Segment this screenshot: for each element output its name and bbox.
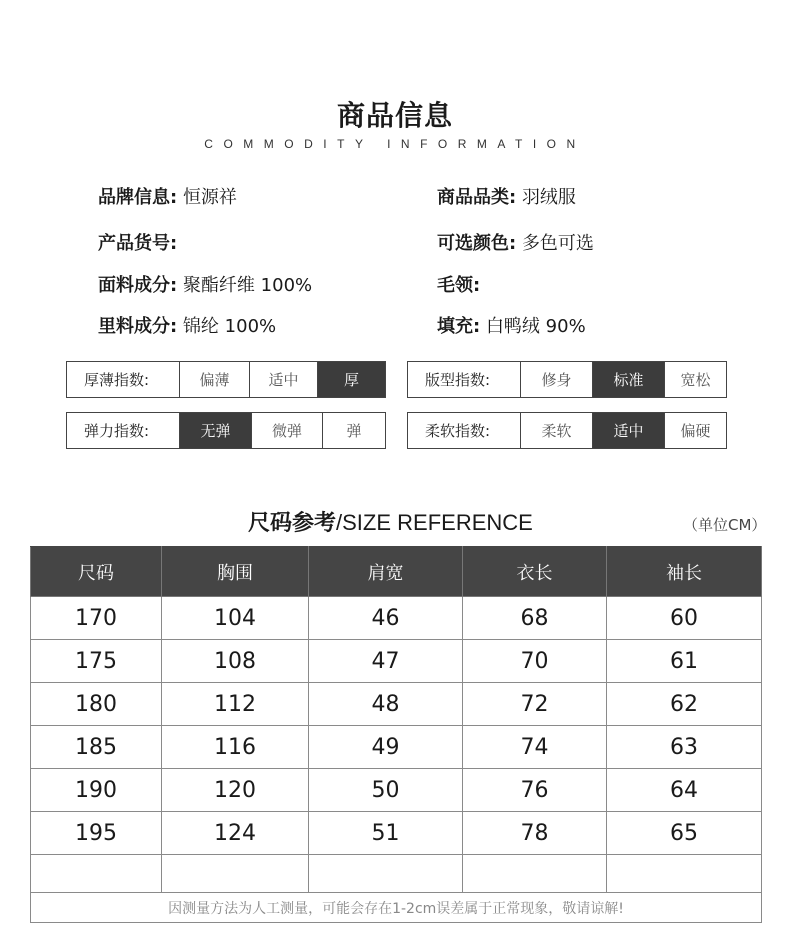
softness-index (407, 412, 727, 449)
table-row (31, 769, 762, 812)
info-item-no-key: 产品货号: (98, 233, 178, 254)
page-subtitle: COMMODITY INFORMATION (204, 137, 586, 151)
softness-option-hard: 偏硬 (664, 413, 726, 448)
cell-length: 78 (463, 812, 607, 855)
cell-sleeve: 62 (607, 683, 762, 726)
cell-chest: 120 (162, 769, 309, 812)
cell-shoulder: 51 (309, 812, 463, 855)
info-lining (98, 312, 276, 338)
cell-empty (607, 855, 762, 893)
table-row (31, 726, 762, 769)
size-title-cn: 尺码参考 (248, 511, 337, 536)
cell-empty (463, 855, 607, 893)
info-brand-key: 品牌信息: (98, 187, 178, 208)
table-row (31, 640, 762, 683)
elasticity-option-slight: 微弹 (251, 413, 322, 448)
cell-size: 185 (31, 726, 162, 769)
header-length: 衣长 (463, 547, 607, 597)
cell-empty (162, 855, 309, 893)
cell-chest: 112 (162, 683, 309, 726)
cell-shoulder: 47 (309, 640, 463, 683)
info-collar-key: 毛领: (437, 275, 481, 296)
cell-size: 190 (31, 769, 162, 812)
fit-index (407, 361, 727, 398)
info-category-key: 商品品类: (437, 187, 517, 208)
cell-shoulder: 50 (309, 769, 463, 812)
table-row (31, 812, 762, 855)
softness-option-soft: 柔软 (520, 413, 592, 448)
softness-index-label: 柔软指数: (425, 422, 491, 440)
thickness-option-thin: 偏薄 (179, 362, 249, 397)
elasticity-option-none: 无弹 (179, 413, 251, 448)
size-table (30, 546, 762, 923)
info-colors-value: 多色可选 (521, 233, 594, 254)
page-title: 商品信息 (336, 99, 453, 132)
cell-length: 68 (463, 597, 607, 640)
size-table-header (31, 547, 762, 597)
cell-length: 72 (463, 683, 607, 726)
cell-length: 70 (463, 640, 607, 683)
measurement-disclaimer: 因测量方法为人工测量，可能会存在1-2cm误差属于正常现象，敬请谅解! (31, 893, 762, 923)
table-row (31, 597, 762, 640)
cell-size: 180 (31, 683, 162, 726)
table-row-empty (31, 855, 762, 893)
cell-size: 170 (31, 597, 162, 640)
info-colors (437, 229, 594, 255)
fit-option-slim: 修身 (520, 362, 592, 397)
info-fabric-key: 面料成分: (98, 275, 178, 296)
info-brand (98, 183, 237, 209)
thickness-index-label: 厚薄指数: (84, 371, 150, 389)
table-note-row (31, 893, 762, 923)
elasticity-option-elastic: 弹 (322, 413, 385, 448)
cell-length: 76 (463, 769, 607, 812)
elasticity-index (66, 412, 386, 449)
info-item-no (98, 229, 177, 255)
info-fabric-value: 聚酯纤维 100% (182, 275, 313, 296)
cell-size: 175 (31, 640, 162, 683)
fit-option-standard: 标准 (592, 362, 664, 397)
header-chest: 胸围 (162, 547, 309, 597)
size-reference-title (248, 506, 533, 537)
thickness-option-thick: 厚 (317, 362, 385, 397)
cell-sleeve: 64 (607, 769, 762, 812)
header-size: 尺码 (31, 547, 162, 597)
info-fabric (98, 271, 312, 297)
cell-chest: 104 (162, 597, 309, 640)
elasticity-index-label: 弹力指数: (84, 422, 150, 440)
cell-sleeve: 63 (607, 726, 762, 769)
cell-length: 74 (463, 726, 607, 769)
fit-option-loose: 宽松 (664, 362, 726, 397)
cell-sleeve: 65 (607, 812, 762, 855)
thickness-option-medium: 适中 (249, 362, 317, 397)
thickness-index (66, 361, 386, 398)
header-sleeve: 袖长 (607, 547, 762, 597)
info-filling-value: 白鸭绒 90% (485, 316, 586, 337)
info-colors-key: 可选颜色: (437, 233, 517, 254)
cell-empty (31, 855, 162, 893)
cell-shoulder: 49 (309, 726, 463, 769)
cell-empty (309, 855, 463, 893)
fit-index-label: 版型指数: (425, 371, 491, 389)
info-lining-key: 里料成分: (98, 316, 178, 337)
cell-sleeve: 61 (607, 640, 762, 683)
size-unit-note: （单位CM） (683, 516, 767, 534)
cell-shoulder: 48 (309, 683, 463, 726)
size-title-en: /SIZE REFERENCE (336, 510, 533, 535)
info-filling (437, 312, 586, 338)
cell-shoulder: 46 (309, 597, 463, 640)
info-brand-value: 恒源祥 (182, 187, 237, 208)
cell-chest: 116 (162, 726, 309, 769)
cell-chest: 124 (162, 812, 309, 855)
info-collar (437, 271, 480, 297)
info-category (437, 183, 576, 209)
header-shoulder: 肩宽 (309, 547, 463, 597)
cell-chest: 108 (162, 640, 309, 683)
cell-sleeve: 60 (607, 597, 762, 640)
info-lining-value: 锦纶 100% (182, 316, 277, 337)
info-category-value: 羽绒服 (521, 187, 576, 208)
table-row (31, 683, 762, 726)
cell-size: 195 (31, 812, 162, 855)
softness-option-medium: 适中 (592, 413, 664, 448)
info-filling-key: 填充: (437, 316, 481, 337)
